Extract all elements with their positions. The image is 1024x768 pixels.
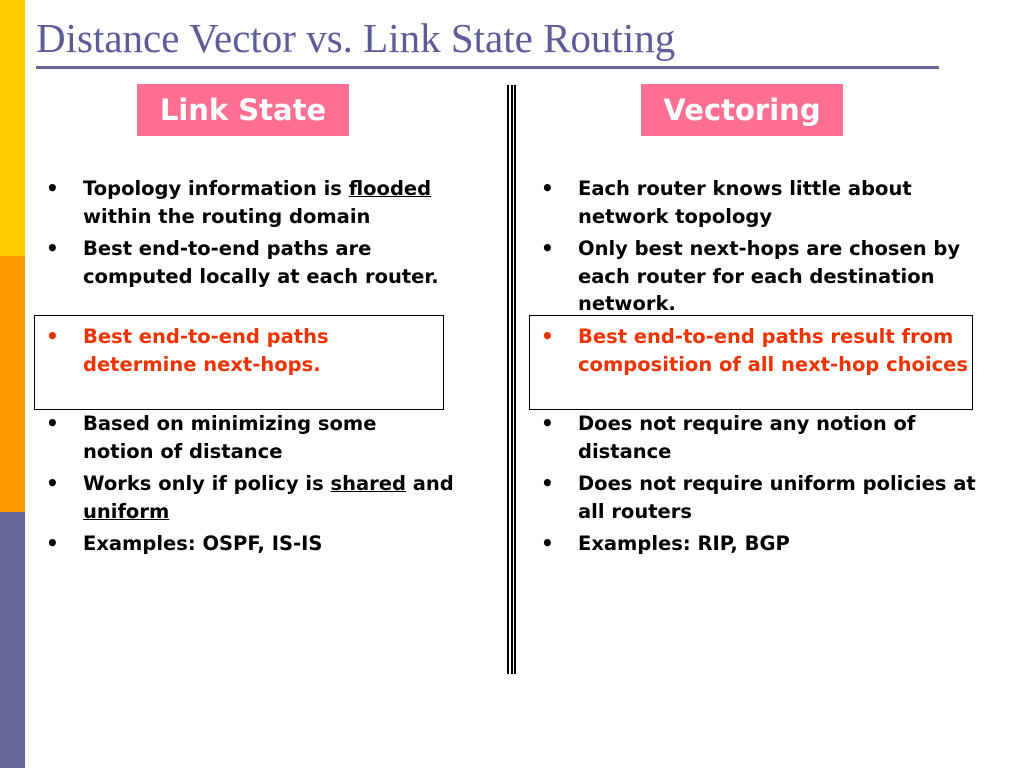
bullet-icon: • [541,236,554,260]
list-item-text: Best end-to-end paths result from composition of all next-hop choices [578,325,969,376]
list-item [529,410,979,465]
bullet-icon: • [46,411,59,435]
underlined-text: flooded [348,177,432,200]
list-item [529,175,979,230]
list-item-text: Each router knows little about network topology [578,177,912,228]
list-item [34,175,484,230]
accent-stripe-orange [0,256,25,512]
list-item [529,470,979,525]
list-item [34,235,484,290]
bullet-icon: • [541,324,554,348]
list-item [529,235,979,318]
bullet-icon: • [541,176,554,200]
underlined-text: uniform [83,499,170,523]
bullet-icon: • [541,411,554,435]
list-item [34,470,484,525]
list-item-text: Does not require uniform policies at all routers [578,472,976,523]
accent-stripe-purple [0,512,25,768]
highlight-box-left [34,315,444,410]
bullet-icon: • [46,471,59,495]
list-item-text: Works only if policy is shared and uniform [83,472,454,523]
bullet-icon: • [46,236,59,260]
bullet-icon: • [46,176,59,200]
bullet-icon: • [46,531,59,555]
accent-stripe-yellow [0,0,25,256]
bullet-icon: • [46,324,59,348]
list-item-text: Does not require any notion of distance [578,412,916,463]
list-item-text: Best end-to-end paths are computed locally at each router. [83,237,439,288]
link-state-header: Link State [137,84,349,136]
list-item-text: Examples: OSPF, IS-IS [83,532,323,555]
column-divider [507,85,516,674]
list-item-text: Examples: RIP, BGP [578,532,790,555]
highlight-box-right [529,315,973,410]
list-item [34,530,484,558]
list-item-text: Best end-to-end paths determine next-hops. [83,325,329,376]
bullet-icon: • [541,531,554,555]
list-item [529,530,979,558]
list-item-text: Topology information is flooded within the routing domain [83,177,432,228]
list-item-text: Based on minimizing some notion of distance [83,412,377,463]
vectoring-header: Vectoring [641,84,843,136]
underlined-text: shared [330,472,406,495]
title-underline [36,66,939,69]
list-item [34,410,484,465]
list-item-text: Only best next-hops are chosen by each router for each destination network. [578,237,961,315]
slide-title: Distance Vector vs. Link State Routing [36,15,676,61]
bullet-icon: • [541,471,554,495]
